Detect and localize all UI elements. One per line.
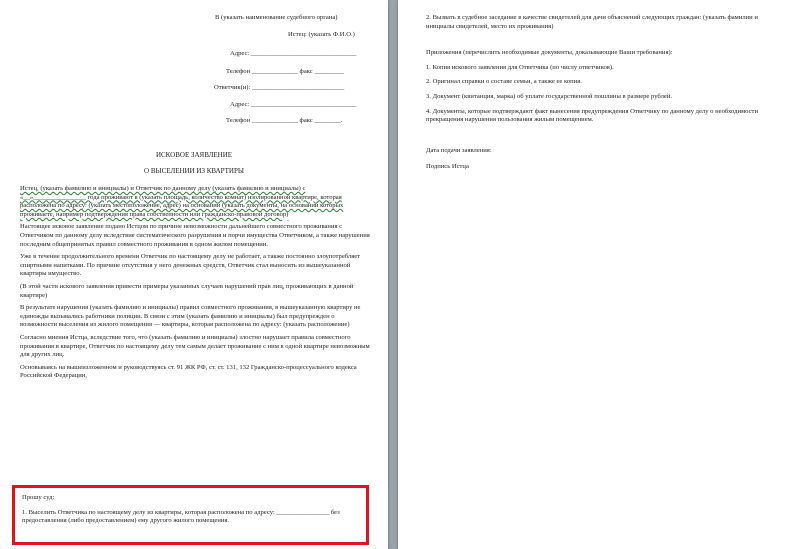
attachment-item: 4. Документы, которые подтверждают факт вынесения предупреждения Ответчику по данному делу о необходимости прекращения нарушения пользования жилым помещением.	[426, 107, 758, 124]
defendant-phone-line: Телефон ______________ факс ________.	[226, 117, 343, 124]
defendant-address-line: Адрес: ________________________________	[230, 101, 357, 108]
paragraph-examples: (В этой части искового заявления привести примеры указанных случаев нарушений прав лиц, проживающих в данной квартире)	[20, 282, 354, 299]
filing-date-label: Дата подачи заявления:	[426, 146, 492, 154]
plaintiff-phone-line: Телефон ______________ факс _________	[226, 68, 345, 75]
attachment-item: 3. Документ (квитанция, марка) об уплате государственной пошлины в размере рублей.	[426, 92, 673, 100]
plaintiff-line: Истец: (указать Ф.И.О.)	[288, 31, 355, 38]
request-item-1: 1. Выселить Ответчика по настоящему делу из квартиры, которая расположена по адресу: ________________ без предоставления (либо предоставлением) ему другого жилого помещения.	[22, 508, 340, 525]
request-heading: Прошу суд:	[22, 494, 55, 501]
court-name-line: В (указать наименование судебного органа)	[215, 14, 338, 21]
defendant-line: Ответчик(и): ____________________________	[214, 84, 345, 91]
document-page-right	[398, 0, 787, 549]
right-page-body	[426, 14, 772, 172]
paragraph-behavior: Уже в течение продолжительного времени Ответчик по настоящему делу не работает, а также постоянно злоупотребляет спиртными напитками. По причине отсутствия у него денежных средств, Ответчик стал выносить из вышеуказанной квартиры имущество.	[20, 253, 361, 278]
attachment-item: 2. Оригинал справки о составе семьи, а также ее копия.	[426, 78, 582, 86]
paragraph-grounds: Настоящее исковое заявление подано Истцом по причине невозможности дальнейшего совместного проживания с Ответчиком по данному делу вследствие систематического разрушения и порчи имущества Ответчиком, а также нарушения последним общепринятых правил совместного проживания в одном жилом помещении.	[20, 223, 370, 248]
document-body	[20, 185, 372, 381]
paragraph-opinion: Согласно мнения Истца, вследствие того, что (указать фамилию и инициалы) злостно нарушает правила совместного проживания в квартире, Ответчик по настоящему делу тем самым делает проживание с ним в одной квартире невозможным для других лиц.	[20, 333, 370, 359]
plaintiff-signature-label: Подпись Истца	[426, 163, 469, 171]
highlight-box	[12, 485, 369, 545]
document-subtitle: О ВЫСЕЛЕНИИ ИЗ КВАРТИРЫ	[144, 167, 244, 175]
paragraph-legal-basis: Основываясь на вышеизложенном и руководствуясь ст. 91 ЖК РФ, ст. ст. 131, 132 Гражданско-процессуального кодекса Российской Федерации,	[20, 363, 357, 380]
paragraph-parties: Истец, (указать фамилию и инициалы) и Ответчик по данному делу (указать фамилию и инициалы) с «__»________________ года проживают в (указать площадь, количество комнат) изолированной квартире, которая расположена по адресу: (указать местоположение, адрес) на основании (указать документы, на основании которых проживаете, например подтверждения права собственности или гражданско-правовой договор)	[20, 185, 344, 218]
document-title: ИСКОВОЕ ЗАЯВЛЕНИЕ	[155, 151, 233, 159]
paragraph-police: В результате нарушения (указать фамилию и инициалы) правил совместного проживания, в вышеуказанную квартиру не единожды вызывались работники полиции. В связи с этим (указать фамилию и инициалы) был предупрежден о возможности выселения из жилого помещения — квартиры, которая расположена по адресу: (указать расположение)	[20, 304, 361, 329]
plaintiff-address-line: Адрес: ________________________________	[230, 50, 357, 57]
document-page-left	[0, 0, 388, 549]
request-item-2: 2. Вызвать в судебное заседание в качестве свидетелей для дачи объяснений следующих граждан: (указать фамилии и инициалы свидетелей, место их проживания)	[426, 14, 758, 30]
attachments-heading: Приложения (перечислить необходимые документы, доказывающие Ваши требования):	[426, 49, 673, 57]
attachment-item: 1. Копия искового заявления для Ответчика (по числу ответчиков).	[426, 63, 614, 71]
